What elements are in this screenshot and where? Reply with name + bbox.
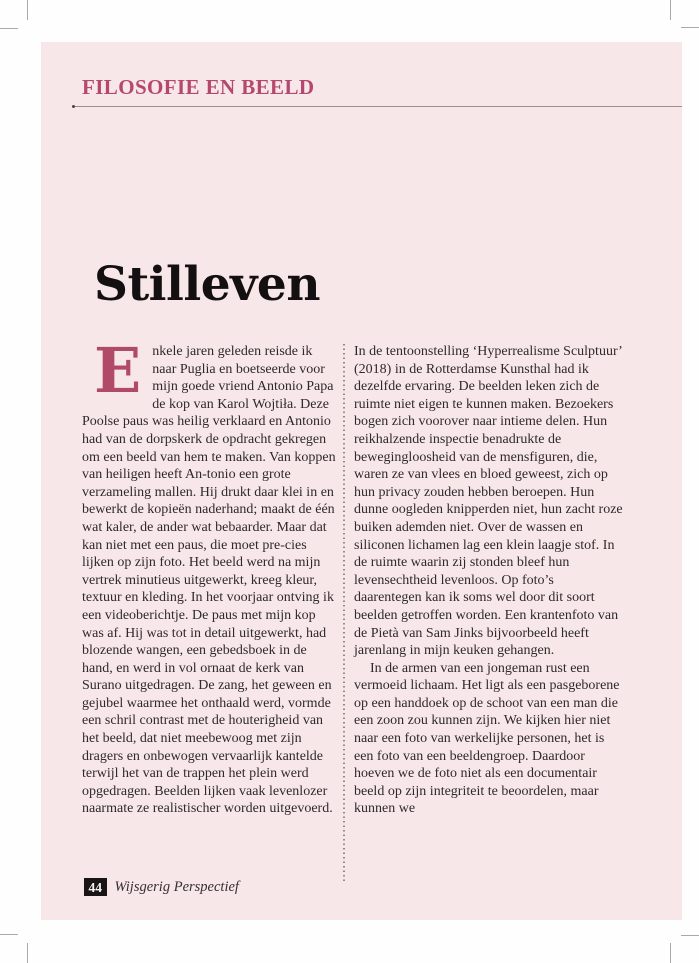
article-title: Stilleven [94,257,321,312]
header-rule [73,106,682,107]
column-divider [343,344,345,881]
left-column [82,334,338,818]
crop-mark-bottom-left-vertical [27,943,28,963]
left-column-text: nkele jaren geleden reisde ik naar Puglia en boetseerde voor mijn goede vriend Antonio Papa de kop van Karol Wojtiła. Deze Poolse paus was heilig verklaard en Antonio had van de dorpskerk de opdracht gekregen om een beeld van hem te maken. Van koppen van heiligen heeft An-tonio een grote verzameling mallen. Hij drukt daar klei in en bewerkt de kopieën naderhand; maakt de één wat kaler, de ander wat bebaarder. Maar dat kan niet met een paus, die moet pre-cies lijken op zijn foto. Het beeld werd na mijn vertrek minutieus uitgewerkt, kreeg kleur, textuur en kleding. In het voorjaar ontving ik een videoberichtje. De paus met mijn kop was af. Hij was tot in detail uitgewerkt, had blozende wangen, een gebedsboek in de hand, en werd in vol ornaat de kerk van Surano uitgedragen. De zang, het geween en gejubel waarmee het onthaald werd, vormde een schril contrast met de houterigheid van het beeld, dat niet meebewoog met zijn dragers en onbewogen vervaarlijk kantelde terwijl het van de trappen het plein werd opgedragen. Beelden lijken vaak levenlozer naarmate ze realistischer worden uitgevoerd. [82,344,336,817]
left-column-paragraph [82,334,338,818]
crop-mark-top-right-horizontal [681,27,699,28]
drop-cap: E [94,334,142,407]
right-column [354,343,624,818]
crop-mark-top-right-vertical [670,0,671,20]
crop-mark-bottom-right-horizontal [681,935,699,936]
crop-mark-bottom-left-horizontal [0,934,18,935]
right-column-paragraph-2: In de armen van een jongeman rust een vermoeid lichaam. Het ligt als een pasgeborene op een handdoek op de schoot van een man die een zoon zou kunnen zijn. We kijken hier niet naar een foto van werkelijke personen, het is een foto van een beeldengroep. Daardoor hoeven we de foto niet als een documentair beeld op zijn integriteit te beoordelen, maar kunnen we [354,660,620,817]
crop-mark-bottom-right-vertical [670,943,671,963]
journal-name: Wijsgerig Perspectief [114,878,239,895]
magazine-page [41,42,682,920]
page-number-badge: 44 [84,878,107,896]
header-rule-dot [72,105,75,108]
footer [84,878,239,896]
section-header: FILOSOFIE EN BEELD [82,75,315,99]
right-column-paragraph-1: In de tentoonstelling ‘Hyperrealisme Sculptuur’ (2018) in de Rotterdamse Kunsthal had ik dezelfde ervaring. De beelden leken zich de ruimte niet eigen te kunnen maken. Bezoekers bogen zich voorover naar intieme delen. Hun reikhalzende inspectie benadrukte de bewegingloosheid van de mensfiguren, die, waren ze van vlees en bloed geweest, zich op hun privacy zouden hebben beroepen. Hun dunne oogleden knipperden niet, hun zacht roze buiken ademden niet. Over de wassen en siliconen lichamen lag een klein laagje stof. In de ruimte waarin zij stonden bleef hun levensechtheid levenloos. Op foto’s daarentegen kan ik soms wel door dit soort beelden getroffen worden. Een krantenfoto van de Pietà van Sam Jinks bijvoorbeeld heeft jarenlang in mijn keuken gehangen. [354,344,623,659]
crop-mark-top-left-vertical [27,0,28,20]
crop-mark-top-left-horizontal [0,28,18,29]
